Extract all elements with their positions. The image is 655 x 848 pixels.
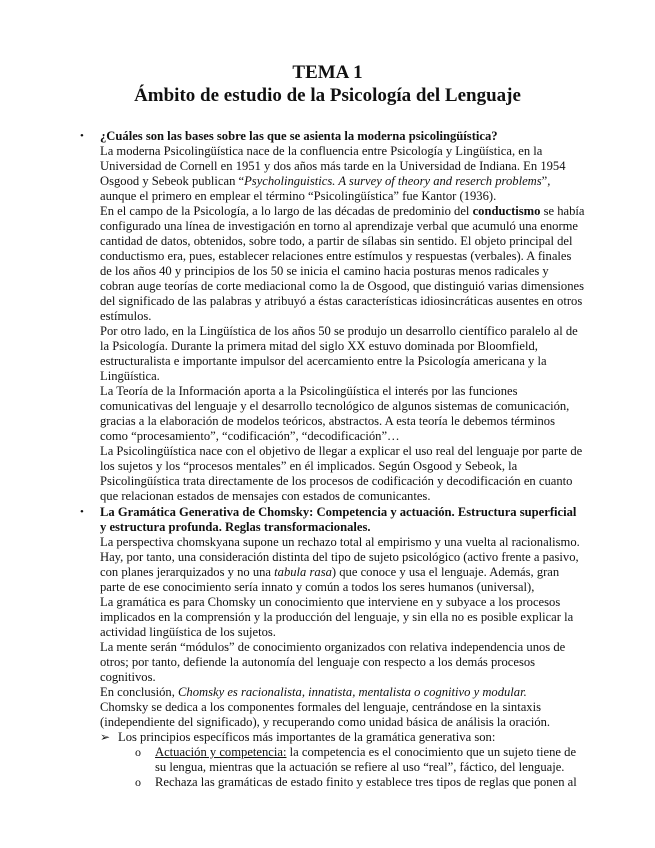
paragraph-line: Por otro lado, en la Lingüística de los años 50 se produjo un desarrollo científico paralelo al de	[100, 324, 578, 338]
emphasis: tabula rasa	[274, 565, 332, 579]
sub-list-item: Rechaza las gramáticas de estado finito y establece tres tipos de reglas que ponen al	[155, 775, 577, 789]
paragraph-line: estímulos.	[100, 309, 152, 323]
paragraph-line: con planes jerarquizados y no una tabula rasa) que conoce y usa el lenguaje. Además, gran	[100, 565, 560, 579]
paragraph-line: La moderna Psicolingüística nace de la confluencia entre Psicología y Lingüística, en la	[100, 144, 543, 158]
paragraph-line: la Psicología. Durante la primera mitad del siglo XX estuvo dominada por Bloomfield,	[100, 339, 538, 353]
paragraph-line: Universidad de Cornell en 1951 y dos años más tarde en la Universidad de Indiana. En 1954	[100, 159, 566, 173]
paragraph-line: cobran auge teorías de corte mediacional como la de Osgood, que distinguió varias dimensiones	[100, 279, 585, 293]
arrow-bullet-icon: ➢	[100, 730, 111, 744]
paragraph-line: La mente serán “módulos” de conocimiento organizados con relativa independencia unos de	[100, 640, 566, 654]
paragraph-line: cognitivos.	[100, 670, 156, 684]
paragraph-line: estructuralista e importante impulsor del acercamiento entre la Psicología americana y la	[100, 354, 547, 368]
paragraph-line: Psicolingüística trata directamente de los procesos de codificación y decodificación en cuanto	[100, 474, 573, 488]
paragraph-line: En conclusión, Chomsky es racionalista, innatista, mentalista o cognitivo y modular.	[100, 685, 527, 699]
bullet-icon: •	[80, 130, 84, 142]
paragraph-line: En el campo de la Psicología, a lo largo de las décadas de predominio del conductismo se había	[100, 204, 585, 218]
list-item: Los principios específicos más importantes de la gramática generativa son:	[118, 730, 496, 744]
paragraph-line: Hay, por tanto, una consideración distinta del tipo de sujeto psicológico (activo frente a pasivo,	[100, 550, 579, 564]
circle-bullet-icon: o	[135, 775, 141, 789]
paragraph-line: cantidad de datos, obtenidos, sobre todo, a partir de sílabas sin sentido. El objeto principal del	[100, 234, 573, 248]
paragraph-line: aunque el primero en emplear el término “Psicolingüística” fue Kantor (1936).	[100, 189, 497, 203]
emphasis: conductismo	[472, 204, 541, 218]
paragraph-line: La Teoría de la Información aporta a la Psicolingüística el interés por las funciones	[100, 384, 518, 398]
paragraph-line: La perspectiva chomskyana supone un rechazo total al empirismo y una vuelta al racionalismo.	[100, 535, 580, 549]
paragraph-line: gracias a la elaboración de modelos teóricos, abstractos. A esta teoría le debemos términos	[100, 414, 555, 428]
paragraph-line: los sujetos y los “procesos mentales” en él implicados. Según Osgood y Sebeok, la	[100, 459, 518, 473]
paragraph-line: La Psicolingüística nace con el objetivo de llegar a explicar el uso real del lenguaje por parte de	[100, 444, 583, 458]
paragraph-line: Chomsky se dedica a los componentes formales del lenguaje, centrándose en la sintaxis	[100, 700, 542, 714]
paragraph-line: configurado una línea de investigación en torno al aprendizaje verbal que acumuló una enorme	[100, 219, 579, 233]
section-1-heading: ¿Cuáles son las bases sobre las que se asienta la moderna psicolingüística?	[100, 129, 498, 143]
paragraph-line: actividad lingüística de los sujetos.	[100, 625, 276, 639]
paragraph-line: implicados en la comprensión y la producción del lenguaje, y sin ella no es posible explicar la	[100, 610, 574, 624]
paragraph-line: parte de ese conocimiento sería innato y común a todos los seres humanos (universal),	[100, 580, 535, 594]
paragraph-line: como “procesamiento”, “codificación”, “decodificación”…	[100, 429, 400, 443]
section-2-heading-cont: y estructura profunda. Reglas transformacionales.	[100, 520, 371, 534]
book-title: Psycholinguistics. A survey of theory and reserch problems	[244, 174, 542, 188]
paragraph-line: (independiente del significado), y recuperando como unidad básica de análisis la oración.	[100, 715, 551, 729]
paragraph-line: otros; por tanto, defiende la autonomía del lenguaje con respecto a los demás procesos	[100, 655, 536, 669]
paragraph-line: Lingüística.	[100, 369, 160, 383]
term: Actuación y competencia:	[155, 745, 287, 759]
paragraph-line: conductismo era, pues, establecer relaciones entre estímulos y respuestas (verbales). A finales	[100, 249, 572, 263]
sub-list-item: Actuación y competencia: la competencia es el conocimiento que un sujeto tiene de	[155, 745, 577, 759]
paragraph-line: del significado de las palabras y atribuyó a éstas características idiosincráticas ausentes en otros	[100, 294, 583, 308]
sub-list-item-cont: su lengua, mientras que la actuación se refiere al uso “real”, fáctico, del lenguaje.	[155, 760, 565, 774]
paragraph-line: que relacionan estados de mensajes con estados de comunicantes.	[100, 489, 431, 503]
bullet-icon: •	[80, 506, 84, 518]
paragraph-line: Osgood y Sebeok publican “Psycholinguistics. A survey of theory and reserch problems”,	[100, 174, 551, 188]
emphasis: Chomsky es racionalista, innatista, mentalista o cognitivo y modular.	[178, 685, 527, 699]
page-title: TEMA 1	[292, 62, 363, 83]
paragraph-line: comunicativas del lenguaje y el desarrollo tecnológico de algunos sistemas de comunicación,	[100, 399, 570, 413]
page-subtitle: Ámbito de estudio de la Psicología del Lenguaje	[134, 85, 521, 106]
paragraph-line: de los años 40 y principios de los 50 se inicia el camino hacia posturas menos radicales y	[100, 264, 549, 278]
paragraph-line: La gramática es para Chomsky un conocimiento que interviene en y subyace a los procesos	[100, 595, 561, 609]
circle-bullet-icon: o	[135, 745, 141, 759]
section-2-heading: La Gramática Generativa de Chomsky: Competencia y actuación. Estructura superficial	[100, 505, 577, 519]
